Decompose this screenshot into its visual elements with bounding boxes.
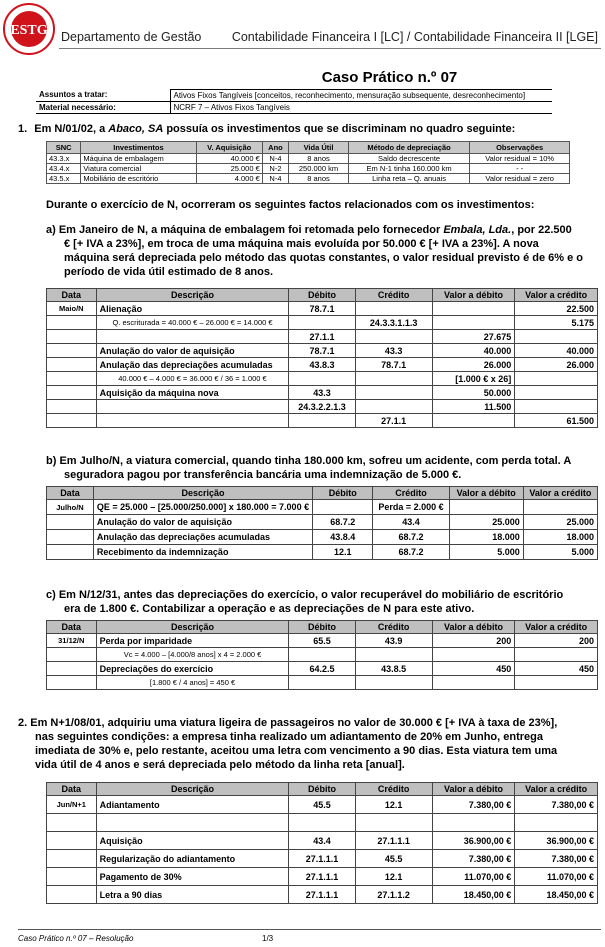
question-2-number: 2. bbox=[18, 717, 28, 729]
table-cell: 24.3.2.2.1.3 bbox=[289, 400, 355, 414]
table-row bbox=[47, 648, 598, 662]
column-header: Descrição bbox=[96, 783, 289, 796]
table-cell: 8 anos bbox=[289, 154, 349, 164]
table-cell bbox=[432, 814, 515, 832]
question-2-line3: imediata de 30% e, pelo restante, aceitou uma letra com vencimento a 90 dias. Esta viatura tem uma bbox=[35, 745, 558, 757]
table-cell: 25.000 bbox=[449, 515, 523, 530]
table-cell: 27.1.1 bbox=[289, 330, 355, 344]
table-cell: 8 anos bbox=[289, 174, 349, 184]
table-row bbox=[47, 386, 598, 400]
table-cell: 450 bbox=[515, 662, 598, 676]
table-cell: 50.000 bbox=[432, 386, 515, 400]
column-header: Débito bbox=[313, 487, 373, 500]
table-cell: 78.7.1 bbox=[289, 344, 355, 358]
table-cell bbox=[47, 850, 97, 868]
table-cell bbox=[47, 414, 97, 428]
table-cell bbox=[47, 530, 94, 545]
table-cell: 43.3.x bbox=[47, 154, 81, 164]
question-a-line1: Em Janeiro de N, a máquina de embalagem foi retomada pelo fornecedor bbox=[58, 224, 444, 236]
table-row bbox=[47, 316, 598, 330]
table-cell: Máquina de embalagem bbox=[81, 154, 196, 164]
table-cell: 36.900,00 € bbox=[515, 832, 598, 850]
table-row bbox=[47, 154, 570, 164]
table-cell bbox=[289, 648, 355, 662]
department-name: Departamento de Gestão bbox=[61, 30, 202, 44]
table-cell: N-4 bbox=[262, 174, 288, 184]
table-cell: 27.1.1.1 bbox=[289, 868, 355, 886]
table-cell: 27.1.1 bbox=[355, 414, 432, 428]
table-cell: Julho/N bbox=[47, 500, 94, 515]
table-cell: 68.7.2 bbox=[313, 515, 373, 530]
table-row bbox=[47, 886, 598, 904]
column-header: Valor a débito bbox=[432, 289, 515, 302]
table-cell: 26.000 bbox=[432, 358, 515, 372]
supplier-name: Embala, Lda. bbox=[443, 224, 512, 236]
table-cell: 7.380,00 € bbox=[515, 850, 598, 868]
question-2 bbox=[18, 716, 598, 772]
question-b-label: b) bbox=[46, 455, 57, 467]
table-cell: 7.380,00 € bbox=[515, 796, 598, 814]
question-a-line4: período de vida útil estimado de 8 anos. bbox=[64, 266, 274, 278]
table-cell: 24.3.3.1.1.3 bbox=[355, 316, 432, 330]
column-header: SNC bbox=[47, 142, 81, 154]
table-cell bbox=[47, 886, 97, 904]
table-cell bbox=[289, 372, 355, 386]
table-cell: 64.2.5 bbox=[289, 662, 355, 676]
table-cell bbox=[96, 814, 289, 832]
table-cell: 40.000 bbox=[432, 344, 515, 358]
investments-table bbox=[46, 141, 570, 184]
table-cell: Perda por imparidade bbox=[96, 634, 289, 648]
question-b bbox=[46, 454, 598, 482]
column-header: Data bbox=[47, 783, 97, 796]
table-cell bbox=[47, 545, 94, 560]
table-row bbox=[47, 358, 598, 372]
table-row bbox=[47, 400, 598, 414]
table-cell: 40.000 bbox=[515, 344, 598, 358]
table-cell: QE = 25.000 – [25.000/250.000] x 180.000 = 7.000 € bbox=[93, 500, 312, 515]
question-1-number: 1. bbox=[18, 123, 28, 135]
table-cell bbox=[47, 814, 97, 832]
table-cell: 4.000 € bbox=[196, 174, 262, 184]
table-cell bbox=[47, 676, 97, 690]
header-row bbox=[47, 487, 598, 500]
table-row bbox=[47, 530, 598, 545]
table-cell bbox=[515, 330, 598, 344]
column-header: Débito bbox=[289, 783, 355, 796]
table-cell: 45.5 bbox=[289, 796, 355, 814]
table-cell: 45.5 bbox=[355, 850, 432, 868]
table-cell bbox=[47, 832, 97, 850]
table-cell bbox=[515, 372, 598, 386]
column-header: Valor a crédito bbox=[515, 289, 598, 302]
table-cell bbox=[47, 372, 97, 386]
table-cell: 11.070,00 € bbox=[515, 868, 598, 886]
table-cell bbox=[47, 316, 97, 330]
table-cell: 65.5 bbox=[289, 634, 355, 648]
column-header: Valor a crédito bbox=[515, 621, 598, 634]
table-row bbox=[47, 330, 598, 344]
table-cell: Depreciações do exercício bbox=[96, 662, 289, 676]
column-header: Débito bbox=[289, 621, 355, 634]
table-cell: 43.4.x bbox=[47, 164, 81, 174]
column-header: Descrição bbox=[93, 487, 312, 500]
column-header: Data bbox=[47, 487, 94, 500]
table-row bbox=[47, 500, 598, 515]
question-c bbox=[46, 588, 598, 616]
page-header bbox=[0, 0, 605, 55]
table-cell: 450 bbox=[432, 662, 515, 676]
column-header: Crédito bbox=[355, 621, 432, 634]
table-cell: Alienação bbox=[96, 302, 289, 316]
table-cell: 43.5.x bbox=[47, 174, 81, 184]
question-a-line3: máquina será depreciada pelo método das quotas constantes, o valor residual previsto é de 6% e o bbox=[64, 252, 583, 264]
column-header: Ano bbox=[262, 142, 288, 154]
table-cell: 5.175 bbox=[515, 316, 598, 330]
table-cell bbox=[432, 648, 515, 662]
table-cell bbox=[47, 400, 97, 414]
table-cell: Jun/N+1 bbox=[47, 796, 97, 814]
table-cell: 27.1.1.1 bbox=[289, 886, 355, 904]
course-name: Contabilidade Financeira I [LC] / Contabilidade Financeira II [LGE] bbox=[231, 30, 598, 44]
table-row bbox=[47, 302, 598, 316]
table-cell bbox=[355, 330, 432, 344]
table-cell bbox=[47, 868, 97, 886]
table-cell: 43.8.5 bbox=[355, 662, 432, 676]
column-header: Valor a débito bbox=[432, 783, 515, 796]
table-cell: 78.7.1 bbox=[355, 358, 432, 372]
table-cell bbox=[47, 662, 97, 676]
table-cell bbox=[355, 814, 432, 832]
table-cell: 43.4 bbox=[373, 515, 449, 530]
column-header: Descrição bbox=[96, 289, 289, 302]
table-cell: 40.000 € bbox=[196, 154, 262, 164]
page-number: 1/3 bbox=[262, 934, 274, 943]
table-cell: Adiantamento bbox=[96, 796, 289, 814]
table-row bbox=[47, 545, 598, 560]
table-cell: 7.380,00 € bbox=[432, 796, 515, 814]
table-cell bbox=[96, 400, 289, 414]
svg-text:ESTG: ESTG bbox=[10, 23, 48, 38]
table-cell bbox=[289, 676, 355, 690]
question-c-line1: Em N/12/31, antes das depreciações do exercício, o valor recuperável do mobiliário de escritório bbox=[58, 589, 564, 601]
material-label: Material necessário: bbox=[36, 101, 170, 113]
table-cell: 31/12/N bbox=[47, 634, 97, 648]
table-cell: Valor residual = 10% bbox=[470, 154, 570, 164]
table-cell: 27.675 bbox=[432, 330, 515, 344]
table-row bbox=[47, 814, 598, 832]
table-cell: Letra a 90 dias bbox=[96, 886, 289, 904]
table-cell bbox=[515, 676, 598, 690]
table-cell: 11.070,00 € bbox=[432, 868, 515, 886]
table-cell: [1.800 € / 4 anos] = 450 € bbox=[96, 676, 289, 690]
page-title: Caso Prático n.º 07 bbox=[321, 69, 458, 87]
table-cell: 40.000 € – 4.000 € = 36.000 € / 36 = 1.000 € bbox=[96, 372, 289, 386]
table-cell: Anulação das depreciações acumuladas bbox=[93, 530, 312, 545]
table-cell bbox=[355, 676, 432, 690]
table-cell: N-2 bbox=[262, 164, 288, 174]
table-cell: 43.8.3 bbox=[289, 358, 355, 372]
table-cell: Valor residual = zero bbox=[470, 174, 570, 184]
table-cell bbox=[289, 316, 355, 330]
table-cell: Anulação do valor de aquisição bbox=[93, 515, 312, 530]
table-cell bbox=[523, 500, 597, 515]
table-cell bbox=[47, 344, 97, 358]
table-cell bbox=[515, 814, 598, 832]
column-header: Vida Útil bbox=[289, 142, 349, 154]
table-cell bbox=[515, 400, 598, 414]
journal-table-b bbox=[46, 486, 598, 560]
table-cell bbox=[515, 648, 598, 662]
table-cell bbox=[47, 330, 97, 344]
material-value: NCRF 7 – Ativos Fixos Tangíveis bbox=[170, 101, 552, 113]
table-cell: 5.000 bbox=[523, 545, 597, 560]
table-cell: Aquisição bbox=[96, 832, 289, 850]
table-cell bbox=[313, 500, 373, 515]
column-header: Valor a crédito bbox=[523, 487, 597, 500]
table-cell: Em N-1 tinha 160.000 km bbox=[348, 164, 469, 174]
column-header: V. Aquisição bbox=[196, 142, 262, 154]
table-cell bbox=[432, 414, 515, 428]
table-cell: 68.7.2 bbox=[373, 530, 449, 545]
column-header: Crédito bbox=[355, 783, 432, 796]
column-header: Investimentos bbox=[81, 142, 196, 154]
table-cell: 43.9 bbox=[355, 634, 432, 648]
table-cell: 43.3 bbox=[355, 344, 432, 358]
table-cell bbox=[47, 386, 97, 400]
question-a bbox=[46, 223, 598, 279]
question-c-label: c) bbox=[46, 589, 56, 601]
table-cell: Maio/N bbox=[47, 302, 97, 316]
column-header: Valor a débito bbox=[449, 487, 523, 500]
table-row bbox=[47, 850, 598, 868]
column-header: Data bbox=[47, 289, 97, 302]
column-header: Observações bbox=[470, 142, 570, 154]
column-header: Método de depreciação bbox=[348, 142, 469, 154]
column-header: Data bbox=[47, 621, 97, 634]
table-cell: - - bbox=[470, 164, 570, 174]
question-1-post: possuía os investimentos que se discriminam no quadro seguinte: bbox=[163, 123, 516, 135]
table-row bbox=[47, 832, 598, 850]
table-cell bbox=[96, 414, 289, 428]
table-cell: 250.000 km bbox=[289, 164, 349, 174]
table-cell: 26.000 bbox=[515, 358, 598, 372]
table-cell: 200 bbox=[515, 634, 598, 648]
column-header: Crédito bbox=[355, 289, 432, 302]
table-cell bbox=[432, 302, 515, 316]
table-cell bbox=[47, 515, 94, 530]
table-cell: 18.000 bbox=[523, 530, 597, 545]
table-cell: 5.000 bbox=[449, 545, 523, 560]
table-cell: Pagamento de 30% bbox=[96, 868, 289, 886]
table-cell bbox=[432, 676, 515, 690]
company-name: Abaco, SA bbox=[108, 123, 164, 135]
column-header: Crédito bbox=[373, 487, 449, 500]
table-cell: 18.000 bbox=[449, 530, 523, 545]
table-cell bbox=[515, 386, 598, 400]
table-cell: 25.000 bbox=[523, 515, 597, 530]
table-cell: Aquisição da máquina nova bbox=[96, 386, 289, 400]
journal-table-2 bbox=[46, 782, 598, 904]
table-row bbox=[47, 174, 570, 184]
column-header: Valor a crédito bbox=[515, 783, 598, 796]
table-cell: Regularização do adiantamento bbox=[96, 850, 289, 868]
table-cell: 200 bbox=[432, 634, 515, 648]
table-cell: Vc = 4.000 – [4.000/8 anos] x 4 = 2.000 € bbox=[96, 648, 289, 662]
table-cell: Recebimento da indemnização bbox=[93, 545, 312, 560]
table-cell: 68.7.2 bbox=[373, 545, 449, 560]
header-row bbox=[47, 783, 598, 796]
table-cell bbox=[355, 372, 432, 386]
question-2-line2: nas seguintes condições: a empresa tinha realizado um adiantamento de 20% em Junho, entrega bbox=[35, 731, 543, 743]
table-cell: Q. escriturada = 40.000 € – 26.000 € = 14.000 € bbox=[96, 316, 289, 330]
table-cell bbox=[289, 814, 355, 832]
table-cell bbox=[355, 400, 432, 414]
table-row bbox=[47, 662, 598, 676]
case-meta-table bbox=[36, 67, 552, 114]
journal-table-c bbox=[46, 620, 598, 690]
header-row bbox=[47, 289, 598, 302]
question-2-line4: vida útil de 4 anos e será depreciada pelo método da linha reta [anual]. bbox=[35, 759, 405, 771]
question-a-line1-end: , por 22.500 bbox=[511, 224, 572, 236]
journal-table-a bbox=[46, 288, 598, 428]
column-header: Valor a débito bbox=[432, 621, 515, 634]
question-1-pre: Em N/01/02, a bbox=[34, 123, 109, 135]
table-row bbox=[47, 344, 598, 358]
column-header: Descrição bbox=[96, 621, 289, 634]
table-cell: 43.4 bbox=[289, 832, 355, 850]
table-cell bbox=[355, 302, 432, 316]
table-cell bbox=[47, 358, 97, 372]
table-cell: 18.450,00 € bbox=[515, 886, 598, 904]
table-cell: 43.8.4 bbox=[313, 530, 373, 545]
question-a-label: a) bbox=[46, 224, 56, 236]
topics-label: Assuntos a tratar: bbox=[36, 89, 170, 101]
table-cell bbox=[432, 316, 515, 330]
table-cell: 22.500 bbox=[515, 302, 598, 316]
table-row bbox=[47, 868, 598, 886]
question-b-line2: seguradora pagou por transferência bancária uma indemnização de 5.000 €. bbox=[64, 469, 462, 481]
table-cell: 12.1 bbox=[313, 545, 373, 560]
table-cell: Anulação das depreciações acumuladas bbox=[96, 358, 289, 372]
table-cell: 27.1.1.1 bbox=[355, 832, 432, 850]
topics-value: Ativos Fixos Tangíveis [conceitos, reconhecimento, mensuração subsequente, desreconhecimento] bbox=[170, 89, 552, 101]
question-b-line1: Em Julho/N, a viatura comercial, quando tinha 180.000 km, sofreu um acidente, com perda total. A bbox=[59, 455, 572, 467]
table-row bbox=[47, 796, 598, 814]
table-cell: 27.1.1.2 bbox=[355, 886, 432, 904]
table-row bbox=[47, 634, 598, 648]
question-c-line2: era de 1.800 €. Contabilizar a operação e as depreciações de N para este ativo. bbox=[64, 603, 475, 615]
table-cell: [1.000 € x 26] bbox=[432, 372, 515, 386]
table-cell bbox=[449, 500, 523, 515]
table-cell: 78.7.1 bbox=[289, 302, 355, 316]
question-2-line1: Em N+1/08/01, adquiriu uma viatura ligeira de passageiros no valor de 30.000 € [+ IVA à taxa de 23%], bbox=[30, 717, 558, 729]
table-cell: 25.000 € bbox=[196, 164, 262, 174]
footer-divider bbox=[18, 929, 601, 930]
table-row bbox=[47, 164, 570, 174]
table-cell: N-4 bbox=[262, 154, 288, 164]
table-row bbox=[47, 515, 598, 530]
during-paragraph: Durante o exercício de N, ocorreram os seguintes factos relacionados com os investimentos: bbox=[46, 199, 535, 211]
table-cell: 12.1 bbox=[355, 796, 432, 814]
table-row bbox=[47, 414, 598, 428]
question-a-line2: € [+ IVA a 23%], em troca de uma máquina mais evoluída por 50.000 € [+ IVA a 23%]. A nova bbox=[64, 238, 539, 250]
institution-logo bbox=[2, 2, 56, 56]
table-cell: Linha reta – Q. anuais bbox=[348, 174, 469, 184]
table-cell: Mobiliário de escritório bbox=[81, 174, 196, 184]
table-cell: 61.500 bbox=[515, 414, 598, 428]
table-cell: 7.380,00 € bbox=[432, 850, 515, 868]
table-cell bbox=[355, 648, 432, 662]
table-row bbox=[47, 372, 598, 386]
header-divider bbox=[59, 48, 601, 49]
table-cell: 11.500 bbox=[432, 400, 515, 414]
column-header: Débito bbox=[289, 289, 355, 302]
table-cell: Saldo decrescente bbox=[348, 154, 469, 164]
table-cell bbox=[96, 330, 289, 344]
table-cell bbox=[47, 648, 97, 662]
table-cell: Perda = 2.000 € bbox=[373, 500, 449, 515]
table-cell: 27.1.1.1 bbox=[289, 850, 355, 868]
table-cell: 18.450,00 € bbox=[432, 886, 515, 904]
footer-title: Caso Prático n.º 07 – Resolução bbox=[18, 934, 134, 943]
table-cell: 12.1 bbox=[355, 868, 432, 886]
header-row bbox=[47, 621, 598, 634]
table-cell: 36.900,00 € bbox=[432, 832, 515, 850]
table-cell bbox=[289, 414, 355, 428]
table-row bbox=[47, 676, 598, 690]
table-cell: Viatura comercial bbox=[81, 164, 196, 174]
table-cell: Anulação do valor de aquisição bbox=[96, 344, 289, 358]
table-cell: 43.3 bbox=[289, 386, 355, 400]
question-1 bbox=[18, 122, 515, 136]
table-cell bbox=[355, 386, 432, 400]
